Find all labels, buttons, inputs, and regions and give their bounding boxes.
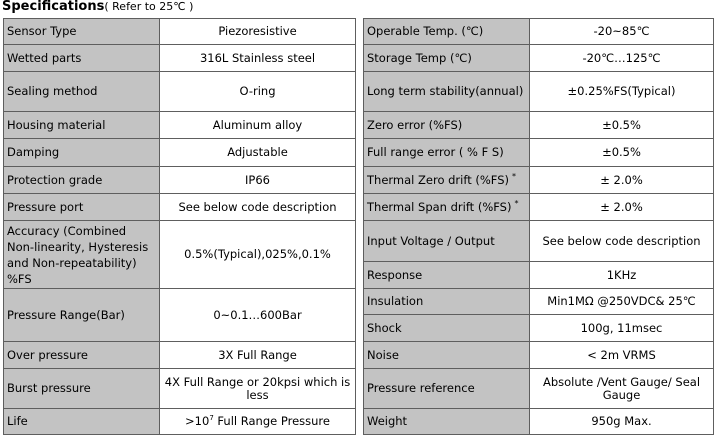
table-row — [4, 221, 356, 289]
spec-title-sub: ( Refer to 25℃ ) — [104, 0, 194, 13]
spec-label: Pressure reference — [364, 369, 530, 409]
spec-label: Pressure port — [4, 194, 160, 221]
left-spec-table — [3, 18, 356, 435]
spec-label: Accuracy (Combined Non-linearity, Hysteresis and Non-repeatability) %FS — [4, 221, 160, 289]
footnote-mark: * — [514, 198, 519, 208]
spec-value: Piezoresistive — [160, 19, 356, 45]
spec-value: Adjustable — [160, 139, 356, 167]
spec-value: O-ring — [160, 72, 356, 112]
spec-value: -20~85℃ — [530, 19, 714, 45]
table-row — [4, 289, 356, 342]
spec-value — [160, 409, 356, 435]
spec-label — [364, 167, 530, 194]
table-row — [364, 167, 714, 194]
spec-value: 1KHz — [530, 262, 714, 289]
table-row — [4, 139, 356, 167]
spec-label: Long term stability(annual) — [364, 72, 530, 112]
spec-value: 3X Full Range — [160, 342, 356, 369]
spec-value: IP66 — [160, 167, 356, 194]
spec-value: 4X Full Range or 20kpsi which is less — [160, 369, 356, 409]
spec-label: Response — [364, 262, 530, 289]
spec-value: 0.5%(Typical),025%,0.1% — [160, 221, 356, 289]
table-row — [364, 45, 714, 72]
table-row — [364, 139, 714, 167]
table-row — [4, 342, 356, 369]
spec-label: Sealing method — [4, 72, 160, 112]
spec-label: Noise — [364, 342, 530, 369]
spec-label: Shock — [364, 315, 530, 342]
table-row — [4, 72, 356, 112]
spec-label: Housing material — [4, 112, 160, 139]
table-row — [364, 112, 714, 139]
table-row — [4, 112, 356, 139]
spec-value: 100g, 11msec — [530, 315, 714, 342]
spec-label: Storage Temp (℃) — [364, 45, 530, 72]
table-row — [4, 194, 356, 221]
table-row — [364, 19, 714, 45]
life-value-prefix: >10 — [185, 414, 210, 428]
spec-label: Full range error ( % F S) — [364, 139, 530, 167]
table-row — [364, 342, 714, 369]
spec-value: See below code description — [530, 221, 714, 262]
spec-label: Zero error (%FS) — [364, 112, 530, 139]
spec-value: ± 2.0% — [530, 194, 714, 221]
life-value-suffix: Full Range Pressure — [213, 414, 330, 428]
spec-value: Min1MΩ @250VDC& 25℃ — [530, 289, 714, 315]
spec-value: ±0.5% — [530, 139, 714, 167]
spec-label: Damping — [4, 139, 160, 167]
spec-label: Protection grade — [4, 167, 160, 194]
spec-value: ± 2.0% — [530, 167, 714, 194]
table-row — [364, 262, 714, 289]
table-row — [4, 45, 356, 72]
spec-label: Input Voltage / Output — [364, 221, 530, 262]
table-row — [364, 194, 714, 221]
spec-title-main: Specifications — [2, 0, 105, 14]
spec-label: Weight — [364, 409, 530, 435]
spec-label: Pressure Range(Bar) — [4, 289, 160, 342]
spec-value: See below code description — [160, 194, 356, 221]
spec-label: Sensor Type — [4, 19, 160, 45]
life-value-exponent: 7 — [209, 414, 214, 423]
table-row — [364, 409, 714, 435]
spec-value: 0~0.1…600Bar — [160, 289, 356, 342]
spec-label: Wetted parts — [4, 45, 160, 72]
spec-label: Operable Temp. (℃) — [364, 19, 530, 45]
spec-value: < 2m VRMS — [530, 342, 714, 369]
table-row — [4, 369, 356, 409]
spec-value: Absolute /Vent Gauge/ Seal Gauge — [530, 369, 714, 409]
thermal-zero-label: Thermal Zero drift (%FS) — [367, 172, 509, 187]
spec-label: Life — [4, 409, 160, 435]
spec-value: 950g Max. — [530, 409, 714, 435]
table-row — [364, 369, 714, 409]
table-row — [4, 409, 356, 435]
table-row — [364, 221, 714, 262]
right-spec-table — [363, 18, 714, 435]
table-row — [364, 315, 714, 342]
table-row — [364, 289, 714, 315]
spec-title — [2, 0, 193, 14]
spec-value: 316L Stainless steel — [160, 45, 356, 72]
spec-label: Burst pressure — [4, 369, 160, 409]
table-row — [364, 72, 714, 112]
spec-label: Insulation — [364, 289, 530, 315]
spec-value: ±0.5% — [530, 112, 714, 139]
spec-label — [364, 194, 530, 221]
spec-value: Aluminum alloy — [160, 112, 356, 139]
table-row — [4, 167, 356, 194]
spec-label: Over pressure — [4, 342, 160, 369]
spec-value: ±0.25%FS(Typical) — [530, 72, 714, 112]
table-row — [4, 19, 356, 45]
spec-value: -20℃…125℃ — [530, 45, 714, 72]
footnote-mark: * — [511, 171, 516, 181]
thermal-span-label: Thermal Span drift (%FS) — [367, 199, 512, 214]
